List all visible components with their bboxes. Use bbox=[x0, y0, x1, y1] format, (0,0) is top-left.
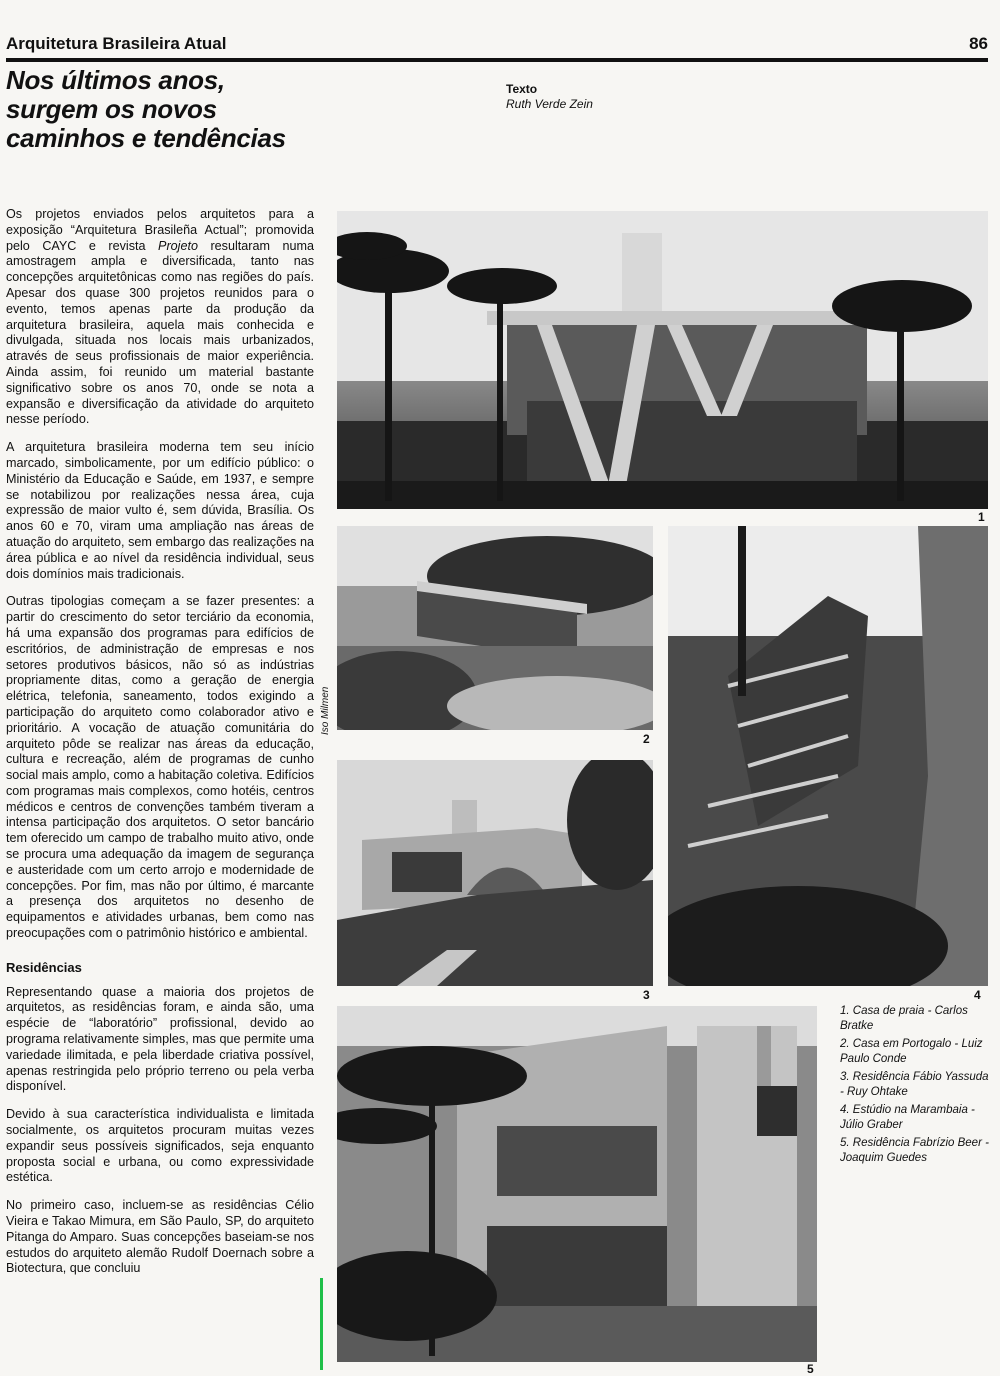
magazine-name: Projeto bbox=[158, 238, 198, 253]
photo-number-5: 5 bbox=[807, 1362, 814, 1376]
marambaia-studio-illustration bbox=[668, 526, 988, 986]
running-header-title: Arquitetura Brasileira Atual bbox=[6, 34, 227, 53]
caption-1: 1. Casa de praia - Carlos Bratke bbox=[840, 1005, 968, 1032]
paragraph-3: Outras tipologias começam a se fazer presentes: a partir do crescimento do setor terciário da economia, há uma expansão dos programas para edifícios de escritórios, de administração de empresas e nos setores produtivos básicos, não só as indústrias propriamente ditas, como a geração de energia elétrica, telefonia, saneamento, todos exigindo a participação do arquiteto como colaborador ativo e prioritário. A vocação de atuação comunitária do arquiteto pôde se realizar nas áreas da educação, cultura e recreação, além de programas de cunho social mais amplo, como a habitação coletiva. Edifícios com programas mais complexos, como hotéis, centros médicos e centros de convenções também tiveram a intensa participação dos arquitetos. O setor bancário tem oferecido um campo de trabalho muito ativo, onde se procura uma adequação da imagem de segurança e austeridade com um certo arrojo e modernidade de concepções. Por fim, mas não por último, é marcante a presença dos arquitetos no desenho de equipamentos e atividades urbanas, bem como nas preocupações com o patrimônio histórico e ambiental. bbox=[6, 594, 314, 941]
headline-line-3: caminhos e tendências bbox=[6, 123, 286, 153]
beer-residence-illustration bbox=[337, 1006, 817, 1362]
photo-number-2: 2 bbox=[643, 732, 650, 746]
photo-captions bbox=[840, 1004, 990, 1169]
yassuda-residence-illustration bbox=[337, 760, 653, 986]
article-body bbox=[6, 207, 314, 1289]
photo-casa-em-portogalo bbox=[337, 526, 653, 730]
paragraph-6: No primeiro caso, incluem-se as residências Célio Vieira e Takao Mimura, em São Paulo, SP, do arquiteto Pitanga do Amparo. Suas concepções baseiam-se nos estudos do arquiteto alemão Rudolf Doernach sobre a Biotectura, que concluiu bbox=[6, 1198, 314, 1276]
paragraph-4: Representando quase a maioria dos projetos de arquitetos, as residências foram, e ainda são, uma espécie de “laboratório” profissional, devido ao programa relativamente simples, mas que permite uma variedade ilimitada, e pela liberdade criativa possível, apenas restringida pelo próprio terreno ou pela verba disponível. bbox=[6, 984, 314, 1094]
text-credit-author: Ruth Verde Zein bbox=[506, 97, 593, 111]
paragraph-5: Devido à sua característica individualista e limitada socialmente, os arquitetos procuram muitas vezes expandir seus possíveis significados, seja enquanto proposta social e urbana, ou como expressividade estética. bbox=[6, 1107, 314, 1185]
photo-casa-de-praia bbox=[337, 211, 988, 509]
caption-5: 5. Residência Fabrízio Beer - Joaquim Guedes bbox=[840, 1137, 989, 1164]
article-headline bbox=[6, 66, 326, 153]
portogalo-house-illustration bbox=[337, 526, 653, 730]
text-credit-label: Texto bbox=[506, 82, 538, 96]
photo-estudio-marambaia bbox=[668, 526, 988, 986]
photo-number-4: 4 bbox=[974, 988, 981, 1002]
photo-number-3: 3 bbox=[643, 988, 650, 1002]
beach-house-illustration bbox=[337, 211, 988, 509]
page-number: 86 bbox=[969, 34, 988, 53]
headline-line-2: surgem os novos bbox=[6, 94, 217, 124]
photo-residencia-beer bbox=[337, 1006, 817, 1362]
headline-line-1: Nos últimos anos, bbox=[6, 65, 225, 95]
paragraph-1 bbox=[6, 207, 314, 428]
caption-2: 2. Casa em Portogalo - Luiz Paulo Conde bbox=[840, 1038, 983, 1065]
photographer-credit: Iso Milmen bbox=[320, 686, 331, 735]
section-heading-residencias: Residências bbox=[6, 959, 82, 975]
caption-4: 4. Estúdio na Marambaia - Júlio Graber bbox=[840, 1104, 975, 1131]
paragraph-2: A arquitetura brasileira moderna tem seu início marcado, simbolicamente, por um edifício público: o Ministério da Educação e Saúde, em 1937, e sempre se notabilizou por realizações nessa área, cuja expressão de maior vulto é, sem dúvida, Brasília. Os anos 60 e 70, viram uma ampliação nas áreas de atuação do arquiteto, sem embargo das realizações na área pública e ao nível da residência individual, seus dois domínios mais tradicionais. bbox=[6, 440, 314, 581]
paragraph-1-text-b: resultaram numa amostragem ampla e diversificada, tanto nas concepções arquitetônicas como nas regiões do país. Apesar dos quase 300 projetos reunidos para o evento, temos apenas parte da produção da arquitetura brasileira, aquela mais conhecida e divulgada, situada nos locais mais urbanizados, através de seus profissionais de maior experiência. Ainda assim, foi reunido um material bastante significativo sobre os anos 70, onde se nota a expansão e diversificação da atividade do arquiteto nesse período. bbox=[6, 238, 314, 427]
highlight-marker bbox=[320, 1278, 323, 1370]
paragraph-1-text-a: Os projetos enviados pelos arquitetos para a exposição “Arquitetura Brasileña Actual”; promovida pelo CAYC e revista bbox=[6, 207, 314, 253]
header-rule bbox=[6, 58, 988, 62]
caption-3: 3. Residência Fábio Yassuda - Ruy Ohtake bbox=[840, 1071, 989, 1098]
photo-number-1: 1 bbox=[978, 510, 985, 524]
photo-residencia-yassuda bbox=[337, 760, 653, 986]
